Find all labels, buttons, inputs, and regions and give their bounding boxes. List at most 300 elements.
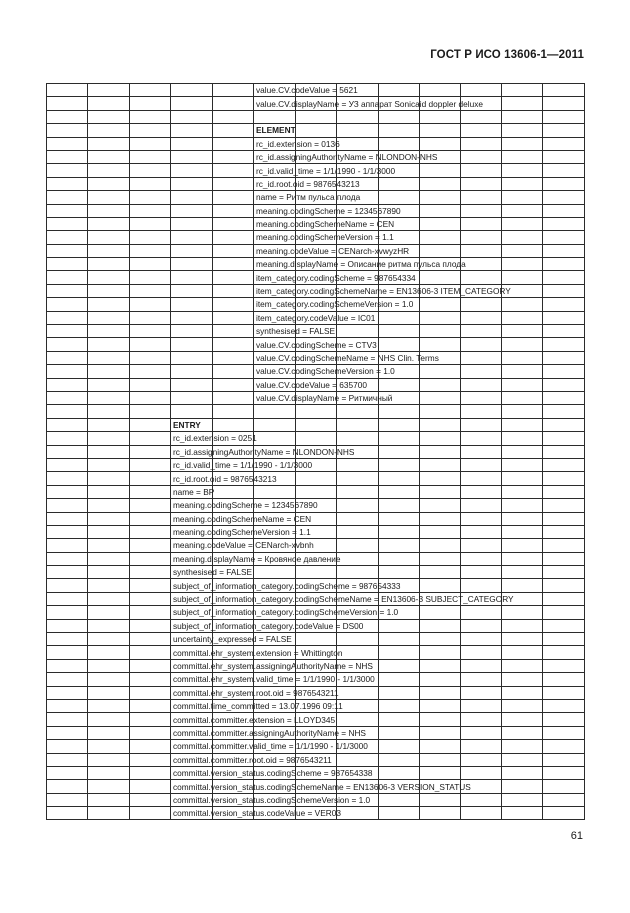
empty-cell: [130, 699, 171, 712]
empty-cell: [502, 325, 543, 338]
empty-cell: [461, 137, 502, 150]
empty-cell: [47, 338, 88, 351]
empty-cell: [47, 512, 88, 525]
attribute-cell: meaning.displayName = Кровяное давление: [171, 552, 213, 565]
empty-cell: [461, 177, 502, 190]
empty-cell: [47, 378, 88, 391]
empty-cell: [130, 499, 171, 512]
empty-cell: [461, 164, 502, 177]
empty-cell: [379, 432, 420, 445]
empty-cell: [88, 177, 130, 190]
empty-cell: [461, 217, 502, 230]
table-row: [47, 311, 585, 324]
empty-cell: [502, 646, 543, 659]
empty-cell: [461, 325, 502, 338]
empty-cell: [543, 204, 585, 217]
empty-cell: [461, 458, 502, 471]
empty-cell: [88, 472, 130, 485]
empty-cell: [379, 646, 420, 659]
empty-cell: [47, 539, 88, 552]
empty-cell: [130, 713, 171, 726]
attribute-cell: committal.ehr_system.valid_time = 1/1/1990 - 1/1/3000: [171, 673, 213, 686]
attribute-cell: subject_of_information_category.codingScheme = 987654333: [171, 579, 213, 592]
empty-cell: [502, 539, 543, 552]
empty-cell: [420, 432, 461, 445]
empty-cell: [47, 164, 88, 177]
empty-cell: [296, 472, 337, 485]
empty-cell: [88, 499, 130, 512]
empty-cell: [130, 485, 171, 498]
attribute-cell: committal.time_committed = 13.07.1996 09:11: [171, 699, 213, 712]
attribute-cell: meaning.codeValue = CENarch-xvbnh: [171, 539, 213, 552]
empty-cell: [502, 258, 543, 271]
empty-cell: [461, 699, 502, 712]
empty-cell: [337, 432, 379, 445]
empty-cell: [337, 512, 379, 525]
empty-cell: [543, 552, 585, 565]
empty-cell: [296, 566, 337, 579]
empty-cell: [88, 338, 130, 351]
attribute-cell: item_category.codingSchemeVersion = 1.0: [254, 298, 296, 311]
empty-cell: [543, 150, 585, 163]
empty-cell: [420, 124, 461, 137]
empty-cell: [461, 659, 502, 672]
empty-cell: [47, 271, 88, 284]
empty-cell: [213, 110, 254, 123]
empty-cell: [543, 351, 585, 364]
empty-cell: [543, 633, 585, 646]
empty-cell: [88, 124, 130, 137]
empty-cell: [543, 445, 585, 458]
empty-cell: [502, 217, 543, 230]
empty-cell: [130, 164, 171, 177]
empty-cell: [420, 338, 461, 351]
attribute-cell: value.CV.codeValue = 5621: [254, 84, 296, 97]
empty-cell: [47, 606, 88, 619]
empty-cell: [88, 579, 130, 592]
empty-cell: [47, 418, 88, 431]
empty-cell: [88, 164, 130, 177]
empty-cell: [213, 217, 254, 230]
empty-cell: [88, 298, 130, 311]
empty-cell: [213, 271, 254, 284]
empty-cell: [213, 338, 254, 351]
table-row: [47, 458, 585, 471]
empty-cell: [543, 378, 585, 391]
empty-cell: [543, 311, 585, 324]
empty-cell: [420, 137, 461, 150]
empty-cell: [543, 566, 585, 579]
empty-cell: [47, 284, 88, 297]
table-row: [47, 191, 585, 204]
empty-cell: [47, 780, 88, 793]
empty-cell: [47, 231, 88, 244]
attribute-cell: subject_of_information_category.codingSchemeName = EN13606-3 SUBJECT_CATEGORY: [171, 592, 213, 605]
attribute-cell: synthesised = FALSE: [171, 566, 213, 579]
empty-cell: [88, 726, 130, 739]
empty-cell: [47, 391, 88, 404]
empty-cell: [171, 137, 213, 150]
empty-cell: [543, 699, 585, 712]
empty-cell: [502, 84, 543, 97]
empty-cell: [130, 418, 171, 431]
empty-cell: [461, 579, 502, 592]
empty-cell: [171, 284, 213, 297]
empty-cell: [420, 713, 461, 726]
empty-cell: [337, 124, 379, 137]
empty-cell: [88, 271, 130, 284]
empty-cell: [88, 566, 130, 579]
empty-cell: [420, 699, 461, 712]
empty-cell: [213, 391, 254, 404]
empty-cell: [502, 793, 543, 806]
attribute-cell: meaning.codingSchemeVersion = 1.1: [254, 231, 296, 244]
empty-cell: [171, 311, 213, 324]
empty-cell: [379, 566, 420, 579]
empty-cell: [502, 458, 543, 471]
empty-cell: [213, 244, 254, 257]
empty-cell: [296, 124, 337, 137]
empty-cell: [420, 298, 461, 311]
empty-cell: [337, 566, 379, 579]
empty-cell: [461, 445, 502, 458]
empty-cell: [420, 740, 461, 753]
empty-cell: [502, 271, 543, 284]
attribute-cell: meaning.codingSchemeName = CEN: [254, 217, 296, 230]
empty-cell: [420, 659, 461, 672]
empty-cell: [543, 646, 585, 659]
attribute-cell: committal.version_status.codingScheme = 987654338: [171, 766, 213, 779]
empty-cell: [88, 97, 130, 110]
empty-cell: [337, 686, 379, 699]
empty-cell: [130, 539, 171, 552]
empty-cell: [543, 177, 585, 190]
empty-cell: [502, 713, 543, 726]
empty-cell: [337, 633, 379, 646]
empty-cell: [47, 713, 88, 726]
empty-cell: [213, 204, 254, 217]
empty-cell: [213, 485, 254, 498]
empty-cell: [379, 525, 420, 538]
empty-cell: [502, 204, 543, 217]
empty-cell: [379, 753, 420, 766]
empty-cell: [461, 633, 502, 646]
empty-cell: [543, 659, 585, 672]
table-row: [47, 284, 585, 297]
empty-cell: [130, 258, 171, 271]
table-row: [47, 110, 585, 123]
empty-cell: [171, 164, 213, 177]
empty-cell: [88, 713, 130, 726]
empty-cell: [379, 177, 420, 190]
empty-cell: [47, 458, 88, 471]
empty-cell: [502, 699, 543, 712]
attribute-cell: subject_of_information_category.codeValue = DS00: [171, 619, 213, 632]
empty-cell: [130, 378, 171, 391]
table-row: [47, 566, 585, 579]
empty-cell: [171, 217, 213, 230]
empty-cell: [47, 405, 88, 418]
empty-cell: [213, 325, 254, 338]
attribute-cell: subject_of_information_category.codingSchemeVersion = 1.0: [171, 606, 213, 619]
empty-cell: [88, 325, 130, 338]
empty-cell: [130, 191, 171, 204]
empty-cell: [502, 740, 543, 753]
attribute-cell: [254, 110, 296, 123]
empty-cell: [379, 659, 420, 672]
empty-cell: [379, 137, 420, 150]
attribute-cell: meaning.codingScheme = 1234567890: [171, 499, 213, 512]
empty-cell: [47, 432, 88, 445]
attribute-cell: [254, 405, 296, 418]
empty-cell: [88, 606, 130, 619]
empty-cell: [88, 793, 130, 806]
empty-cell: [88, 150, 130, 163]
empty-cell: [47, 298, 88, 311]
empty-cell: [502, 137, 543, 150]
empty-cell: [88, 258, 130, 271]
empty-cell: [213, 150, 254, 163]
empty-cell: [88, 552, 130, 565]
empty-cell: [543, 191, 585, 204]
attribute-cell: value.CV.displayName = УЗ аппарат Sonicaid doppler deluxe: [254, 97, 296, 110]
empty-cell: [337, 110, 379, 123]
empty-cell: [420, 458, 461, 471]
empty-cell: [502, 552, 543, 565]
empty-cell: [213, 231, 254, 244]
empty-cell: [379, 191, 420, 204]
empty-cell: [502, 150, 543, 163]
empty-cell: [88, 753, 130, 766]
empty-cell: [461, 485, 502, 498]
empty-cell: [420, 673, 461, 686]
empty-cell: [379, 807, 420, 820]
empty-cell: [379, 325, 420, 338]
empty-cell: [543, 418, 585, 431]
empty-cell: [47, 445, 88, 458]
table-row: [47, 686, 585, 699]
empty-cell: [461, 271, 502, 284]
empty-cell: [461, 539, 502, 552]
empty-cell: [88, 137, 130, 150]
empty-cell: [461, 351, 502, 364]
empty-cell: [543, 713, 585, 726]
empty-cell: [502, 110, 543, 123]
empty-cell: [213, 418, 254, 431]
table-row: [47, 726, 585, 739]
empty-cell: [130, 552, 171, 565]
empty-cell: [461, 793, 502, 806]
empty-cell: [543, 391, 585, 404]
empty-cell: [420, 485, 461, 498]
empty-cell: [543, 244, 585, 257]
empty-cell: [379, 686, 420, 699]
empty-cell: [543, 606, 585, 619]
attribute-cell: committal.version_status.codingSchemeName = EN13606-3 VERSION_STATUS: [171, 780, 213, 793]
empty-cell: [379, 124, 420, 137]
empty-cell: [379, 338, 420, 351]
empty-cell: [88, 110, 130, 123]
empty-cell: [420, 472, 461, 485]
empty-cell: [502, 499, 543, 512]
page-number: 61: [570, 830, 583, 842]
empty-cell: [88, 807, 130, 820]
empty-cell: [543, 84, 585, 97]
empty-cell: [543, 673, 585, 686]
empty-cell: [461, 525, 502, 538]
empty-cell: [88, 204, 130, 217]
empty-cell: [337, 713, 379, 726]
attribute-cell: rc_id.valid_time = 1/1/1990 - 1/1/3000: [171, 458, 213, 471]
empty-cell: [47, 472, 88, 485]
empty-cell: [213, 311, 254, 324]
table-row: [47, 592, 585, 605]
empty-cell: [420, 204, 461, 217]
empty-cell: [502, 445, 543, 458]
empty-cell: [379, 512, 420, 525]
empty-cell: [130, 311, 171, 324]
empty-cell: [47, 579, 88, 592]
table-row: [47, 164, 585, 177]
table-row: [47, 512, 585, 525]
attribute-cell: value.CV.codeValue = 635700: [254, 378, 296, 391]
empty-cell: [171, 325, 213, 338]
table-row: [47, 150, 585, 163]
table-row: [47, 405, 585, 418]
empty-cell: [88, 418, 130, 431]
empty-cell: [543, 405, 585, 418]
empty-cell: [543, 686, 585, 699]
empty-cell: [130, 726, 171, 739]
empty-cell: [502, 365, 543, 378]
empty-cell: [420, 499, 461, 512]
table-row: [47, 177, 585, 190]
empty-cell: [88, 512, 130, 525]
empty-cell: [130, 325, 171, 338]
empty-cell: [420, 418, 461, 431]
empty-cell: [130, 619, 171, 632]
empty-cell: [88, 659, 130, 672]
empty-cell: [543, 137, 585, 150]
empty-cell: [502, 311, 543, 324]
empty-cell: [171, 191, 213, 204]
empty-cell: [88, 311, 130, 324]
empty-cell: [543, 472, 585, 485]
empty-cell: [420, 646, 461, 659]
empty-cell: [461, 378, 502, 391]
empty-cell: [171, 231, 213, 244]
empty-cell: [379, 110, 420, 123]
empty-cell: [543, 164, 585, 177]
table-row: [47, 699, 585, 712]
empty-cell: [379, 485, 420, 498]
empty-cell: [379, 445, 420, 458]
empty-cell: [461, 311, 502, 324]
empty-cell: [461, 191, 502, 204]
empty-cell: [88, 244, 130, 257]
empty-cell: [171, 378, 213, 391]
empty-cell: [420, 325, 461, 338]
empty-cell: [543, 97, 585, 110]
empty-cell: [502, 338, 543, 351]
empty-cell: [502, 391, 543, 404]
empty-cell: [543, 766, 585, 779]
empty-cell: [130, 766, 171, 779]
empty-cell: [337, 458, 379, 471]
empty-cell: [502, 766, 543, 779]
empty-cell: [296, 110, 337, 123]
attribute-cell: committal.version_status.codeValue = VER03: [171, 807, 213, 820]
empty-cell: [130, 566, 171, 579]
empty-cell: [213, 365, 254, 378]
empty-cell: [461, 740, 502, 753]
attribute-cell: rc_id.assigningAuthorityName = NLONDON-NHS: [254, 150, 296, 163]
table-row: [47, 552, 585, 565]
table-row: [47, 338, 585, 351]
empty-cell: [502, 351, 543, 364]
empty-cell: [379, 699, 420, 712]
table-row: [47, 378, 585, 391]
empty-cell: [420, 633, 461, 646]
empty-cell: [171, 365, 213, 378]
empty-cell: [543, 753, 585, 766]
empty-cell: [213, 284, 254, 297]
empty-cell: [130, 633, 171, 646]
empty-cell: [213, 177, 254, 190]
empty-cell: [461, 244, 502, 257]
empty-cell: [543, 284, 585, 297]
empty-cell: [337, 539, 379, 552]
attribute-cell: committal.committer.extension = LLOYD345: [171, 713, 213, 726]
attribute-cell: name = BP: [171, 485, 213, 498]
table-row: [47, 780, 585, 793]
empty-cell: [502, 512, 543, 525]
empty-cell: [47, 137, 88, 150]
empty-cell: [171, 405, 213, 418]
empty-cell: [543, 726, 585, 739]
empty-cell: [47, 217, 88, 230]
empty-cell: [47, 646, 88, 659]
empty-cell: [461, 391, 502, 404]
empty-cell: [461, 566, 502, 579]
table-row: [47, 137, 585, 150]
empty-cell: [47, 150, 88, 163]
empty-cell: [47, 699, 88, 712]
empty-cell: [130, 365, 171, 378]
empty-cell: [171, 124, 213, 137]
empty-cell: [47, 191, 88, 204]
empty-cell: [337, 325, 379, 338]
empty-cell: [461, 726, 502, 739]
empty-cell: [543, 807, 585, 820]
empty-cell: [337, 485, 379, 498]
empty-cell: [47, 325, 88, 338]
empty-cell: [88, 84, 130, 97]
table-row: [47, 793, 585, 806]
empty-cell: [171, 351, 213, 364]
empty-cell: [420, 365, 461, 378]
empty-cell: [379, 740, 420, 753]
empty-cell: [420, 445, 461, 458]
empty-cell: [296, 432, 337, 445]
attribute-cell: meaning.codingSchemeVersion = 1.1: [171, 525, 213, 538]
empty-cell: [47, 807, 88, 820]
empty-cell: [502, 485, 543, 498]
attribute-cell: value.CV.codingSchemeName = NHS Clin. Terms: [254, 351, 296, 364]
attribute-cell: value.CV.displayName = Ритмичный: [254, 391, 296, 404]
empty-cell: [213, 351, 254, 364]
empty-cell: [502, 432, 543, 445]
